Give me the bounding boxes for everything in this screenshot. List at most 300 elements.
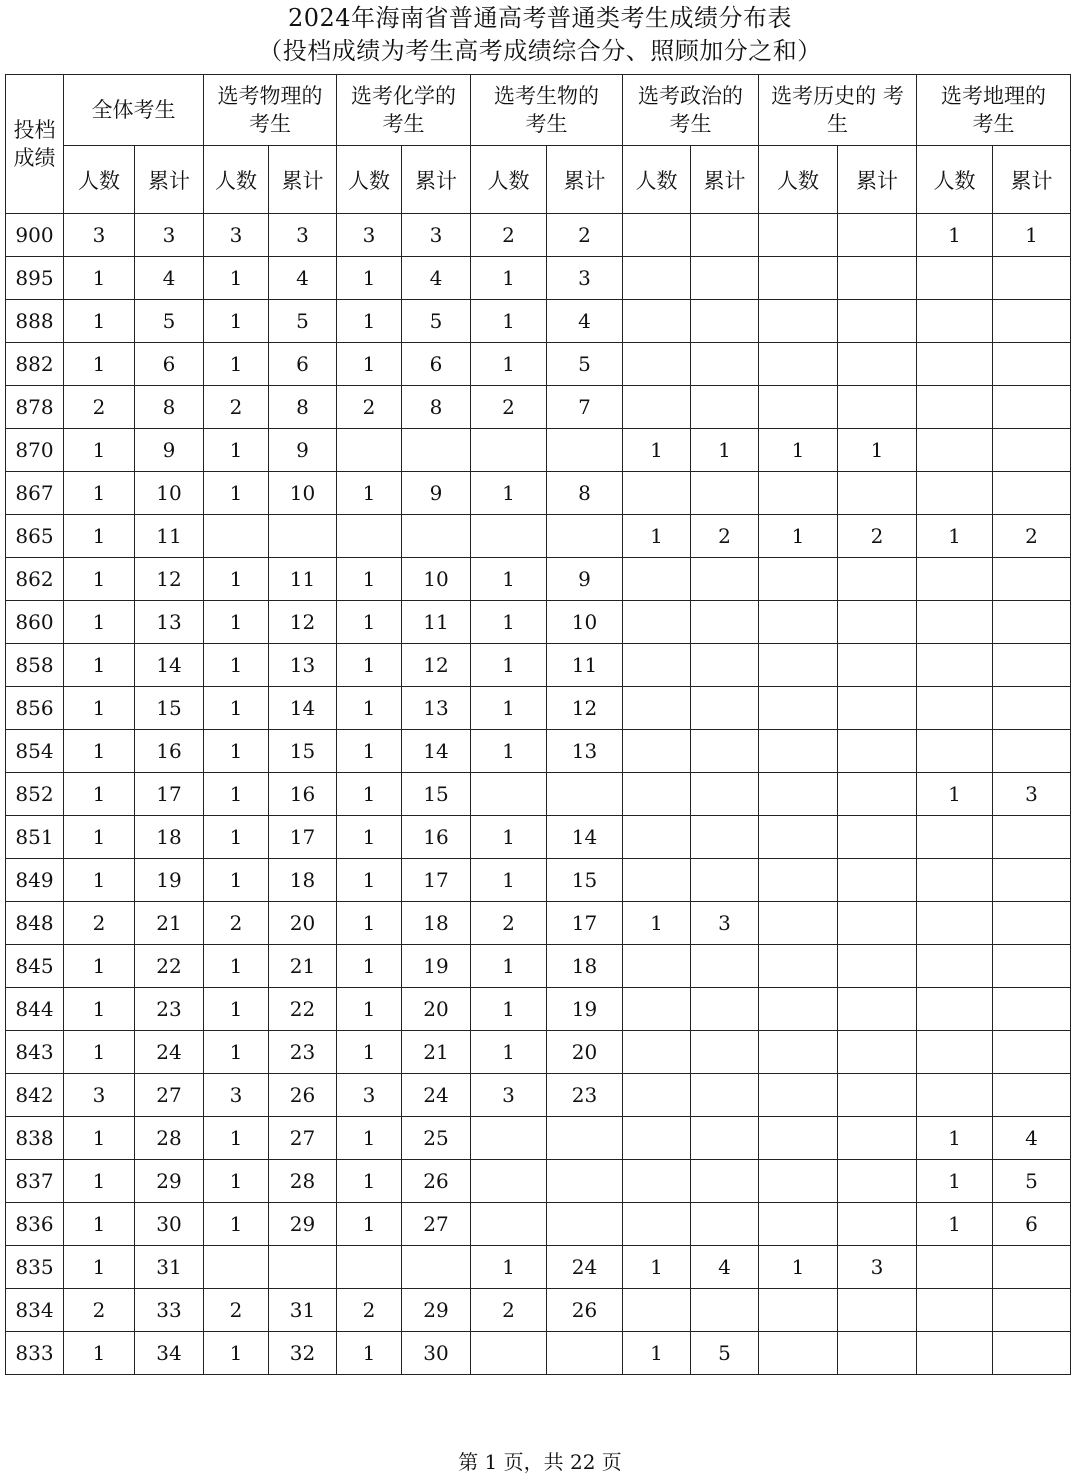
count-cell: 1 (64, 1117, 135, 1160)
cumulative-cell: 4 (691, 1246, 759, 1289)
count-cell: 1 (64, 343, 135, 386)
count-cell: 1 (64, 472, 135, 515)
cumulative-cell: 12 (269, 601, 337, 644)
score-cell: 835 (6, 1246, 64, 1289)
count-cell: 1 (337, 859, 402, 902)
cumulative-cell (838, 472, 917, 515)
cumulative-cell (993, 988, 1071, 1031)
sub-header-cumulative: 累计 (269, 146, 337, 214)
cumulative-cell (838, 644, 917, 687)
score-cell: 845 (6, 945, 64, 988)
cumulative-cell: 17 (402, 859, 471, 902)
cumulative-cell: 20 (269, 902, 337, 945)
cumulative-cell: 18 (547, 945, 623, 988)
cumulative-cell: 29 (402, 1289, 471, 1332)
cumulative-cell: 27 (269, 1117, 337, 1160)
count-cell: 1 (204, 859, 269, 902)
cumulative-cell (691, 730, 759, 773)
count-cell: 1 (204, 945, 269, 988)
count-cell (623, 945, 691, 988)
count-cell: 2 (471, 214, 547, 257)
cumulative-cell: 4 (993, 1117, 1071, 1160)
count-cell: 1 (917, 1117, 993, 1160)
cumulative-cell: 31 (135, 1246, 204, 1289)
cumulative-cell: 5 (135, 300, 204, 343)
cumulative-cell (838, 1160, 917, 1203)
count-cell: 2 (64, 386, 135, 429)
table-row (6, 214, 1071, 257)
table-row (6, 558, 1071, 601)
cumulative-cell: 16 (402, 816, 471, 859)
count-cell (917, 644, 993, 687)
cumulative-cell (691, 859, 759, 902)
count-cell (623, 1117, 691, 1160)
group-header-line: 选考化学的 (351, 84, 456, 108)
count-cell: 1 (471, 1031, 547, 1074)
count-cell (917, 988, 993, 1031)
count-cell (759, 386, 838, 429)
cumulative-cell (838, 300, 917, 343)
count-cell: 2 (64, 902, 135, 945)
cumulative-cell (993, 601, 1071, 644)
score-cell: 837 (6, 1160, 64, 1203)
score-header-line1: 投档 (13, 118, 56, 142)
count-cell (917, 386, 993, 429)
count-cell: 1 (64, 1160, 135, 1203)
score-cell: 848 (6, 902, 64, 945)
group-header-line: 考生 (382, 112, 425, 136)
cumulative-cell: 21 (269, 945, 337, 988)
count-cell: 1 (623, 902, 691, 945)
cumulative-cell: 6 (402, 343, 471, 386)
count-cell: 1 (64, 300, 135, 343)
table-row (6, 902, 1071, 945)
cumulative-cell: 2 (547, 214, 623, 257)
score-cell: 882 (6, 343, 64, 386)
count-cell: 1 (204, 773, 269, 816)
count-cell (759, 902, 838, 945)
cumulative-cell (838, 1074, 917, 1117)
cumulative-cell: 3 (135, 214, 204, 257)
count-cell: 1 (471, 601, 547, 644)
count-cell (759, 859, 838, 902)
count-cell: 1 (337, 257, 402, 300)
count-cell (623, 773, 691, 816)
count-cell: 1 (204, 601, 269, 644)
score-cell: 867 (6, 472, 64, 515)
score-cell: 836 (6, 1203, 64, 1246)
cumulative-cell (993, 1031, 1071, 1074)
count-cell (623, 687, 691, 730)
table-row (6, 257, 1071, 300)
page-footer: 第 1 页，共 22 页 (458, 1450, 622, 1474)
cumulative-cell: 14 (547, 816, 623, 859)
cumulative-cell: 6 (135, 343, 204, 386)
cumulative-cell (993, 730, 1071, 773)
group-header-line: 生 (827, 112, 848, 136)
cumulative-cell (838, 945, 917, 988)
cumulative-cell: 9 (402, 472, 471, 515)
count-cell: 1 (64, 988, 135, 1031)
score-header-line2: 成绩 (13, 146, 56, 170)
count-cell (917, 343, 993, 386)
score-cell: 854 (6, 730, 64, 773)
count-cell: 2 (204, 1289, 269, 1332)
cumulative-cell (838, 1117, 917, 1160)
count-cell (917, 1074, 993, 1117)
cumulative-cell (691, 773, 759, 816)
group-header-line: 选考物理的 (217, 84, 323, 108)
group-header-line: 选考历史的 考 (771, 84, 904, 108)
cumulative-cell: 1 (993, 214, 1071, 257)
cumulative-cell: 22 (269, 988, 337, 1031)
count-cell: 1 (471, 730, 547, 773)
table-row (6, 1160, 1071, 1203)
cumulative-cell (993, 859, 1071, 902)
group-header-history (759, 75, 917, 146)
table-row (6, 300, 1071, 343)
sub-header-cumulative: 累计 (838, 146, 917, 214)
score-cell: 860 (6, 601, 64, 644)
count-cell: 1 (64, 687, 135, 730)
cumulative-cell: 12 (547, 687, 623, 730)
table-row (6, 386, 1071, 429)
count-cell: 1 (337, 343, 402, 386)
count-cell (917, 1246, 993, 1289)
cumulative-cell (993, 687, 1071, 730)
cumulative-cell: 25 (402, 1117, 471, 1160)
count-cell (759, 1160, 838, 1203)
table-row (6, 1074, 1071, 1117)
cumulative-cell: 28 (135, 1117, 204, 1160)
group-header-line: 考生 (669, 112, 712, 136)
count-cell: 1 (337, 644, 402, 687)
count-cell: 1 (623, 429, 691, 472)
count-cell (337, 1246, 402, 1289)
cumulative-cell (269, 515, 337, 558)
count-cell (759, 343, 838, 386)
count-cell (759, 1117, 838, 1160)
count-cell: 1 (204, 644, 269, 687)
cumulative-cell: 12 (402, 644, 471, 687)
count-cell: 2 (471, 1289, 547, 1332)
score-cell: 895 (6, 257, 64, 300)
count-cell: 1 (64, 429, 135, 472)
cumulative-cell: 3 (838, 1246, 917, 1289)
group-header-politics (623, 75, 759, 146)
count-cell (917, 730, 993, 773)
cumulative-cell: 13 (547, 730, 623, 773)
group-header-row (6, 75, 1071, 146)
sub-header-row (6, 146, 1071, 214)
score-cell: 851 (6, 816, 64, 859)
cumulative-cell (838, 1031, 917, 1074)
cumulative-cell: 7 (547, 386, 623, 429)
count-cell: 1 (471, 300, 547, 343)
count-cell (759, 945, 838, 988)
cumulative-cell (838, 601, 917, 644)
cumulative-cell: 17 (269, 816, 337, 859)
cumulative-cell: 4 (402, 257, 471, 300)
cumulative-cell (993, 300, 1071, 343)
count-cell: 1 (337, 902, 402, 945)
group-header-line: 全体考生 (91, 98, 176, 122)
count-cell (759, 1332, 838, 1375)
sub-header-cumulative: 累计 (547, 146, 623, 214)
cumulative-cell: 13 (269, 644, 337, 687)
cumulative-cell: 2 (691, 515, 759, 558)
cumulative-cell (691, 1203, 759, 1246)
count-cell: 1 (204, 730, 269, 773)
cumulative-cell: 11 (402, 601, 471, 644)
cumulative-cell (993, 472, 1071, 515)
cumulative-cell: 22 (135, 945, 204, 988)
cumulative-cell: 17 (547, 902, 623, 945)
cumulative-cell: 24 (402, 1074, 471, 1117)
count-cell (623, 644, 691, 687)
count-cell: 1 (337, 558, 402, 601)
cumulative-cell (547, 1332, 623, 1375)
count-cell: 1 (337, 1203, 402, 1246)
score-cell: 838 (6, 1117, 64, 1160)
cumulative-cell: 26 (269, 1074, 337, 1117)
group-header-geography (917, 75, 1071, 146)
cumulative-cell: 10 (135, 472, 204, 515)
count-cell: 1 (204, 429, 269, 472)
cumulative-cell: 8 (402, 386, 471, 429)
count-cell (917, 429, 993, 472)
cumulative-cell: 3 (993, 773, 1071, 816)
count-cell: 2 (337, 386, 402, 429)
cumulative-cell (993, 1074, 1071, 1117)
count-cell (471, 1203, 547, 1246)
cumulative-cell (993, 429, 1071, 472)
cumulative-cell (691, 214, 759, 257)
cumulative-cell (691, 1289, 759, 1332)
table-row (6, 429, 1071, 472)
count-cell: 1 (337, 300, 402, 343)
count-cell: 1 (64, 1031, 135, 1074)
count-cell: 1 (471, 472, 547, 515)
cumulative-cell: 23 (547, 1074, 623, 1117)
count-cell (917, 1289, 993, 1332)
count-cell: 1 (337, 1332, 402, 1375)
count-cell (759, 214, 838, 257)
cumulative-cell (993, 1246, 1071, 1289)
count-cell: 1 (337, 1160, 402, 1203)
count-cell: 1 (204, 558, 269, 601)
count-cell (623, 1203, 691, 1246)
count-cell: 1 (204, 1332, 269, 1375)
sub-header-count: 人数 (917, 146, 993, 214)
count-cell: 1 (204, 300, 269, 343)
count-cell: 1 (337, 1117, 402, 1160)
count-cell: 1 (204, 1031, 269, 1074)
table-row (6, 515, 1071, 558)
count-cell (759, 1031, 838, 1074)
cumulative-cell: 16 (135, 730, 204, 773)
cumulative-cell (838, 214, 917, 257)
cumulative-cell: 8 (547, 472, 623, 515)
count-cell (917, 300, 993, 343)
count-cell: 1 (337, 1031, 402, 1074)
count-cell: 1 (64, 257, 135, 300)
count-cell: 1 (623, 515, 691, 558)
count-cell (471, 429, 547, 472)
cumulative-cell: 21 (135, 902, 204, 945)
cumulative-cell (402, 1246, 471, 1289)
cumulative-cell: 18 (402, 902, 471, 945)
score-cell: 888 (6, 300, 64, 343)
table-row (6, 644, 1071, 687)
count-cell (623, 214, 691, 257)
count-cell (917, 816, 993, 859)
count-cell (623, 859, 691, 902)
cumulative-cell (691, 257, 759, 300)
count-cell: 1 (471, 859, 547, 902)
cumulative-cell (547, 1160, 623, 1203)
score-cell: 833 (6, 1332, 64, 1375)
count-cell (471, 1160, 547, 1203)
table-row (6, 343, 1071, 386)
count-cell (759, 730, 838, 773)
count-cell: 1 (64, 945, 135, 988)
count-cell: 3 (64, 1074, 135, 1117)
cumulative-cell (838, 859, 917, 902)
count-cell: 1 (471, 1246, 547, 1289)
cumulative-cell (838, 730, 917, 773)
cumulative-cell: 12 (135, 558, 204, 601)
cumulative-cell: 13 (402, 687, 471, 730)
cumulative-cell: 19 (547, 988, 623, 1031)
group-header-line: 考生 (249, 112, 291, 136)
cumulative-cell (691, 300, 759, 343)
count-cell (759, 644, 838, 687)
count-cell (471, 1332, 547, 1375)
table-row (6, 988, 1071, 1031)
count-cell: 3 (337, 1074, 402, 1117)
cumulative-cell: 23 (269, 1031, 337, 1074)
sub-header-cumulative: 累计 (691, 146, 759, 214)
table-row (6, 945, 1071, 988)
count-cell (623, 386, 691, 429)
cumulative-cell: 20 (402, 988, 471, 1031)
count-cell: 1 (471, 343, 547, 386)
cumulative-cell: 10 (269, 472, 337, 515)
cumulative-cell (838, 257, 917, 300)
sub-header-cumulative: 累计 (402, 146, 471, 214)
count-cell (917, 472, 993, 515)
count-cell (623, 1031, 691, 1074)
table-row (6, 1289, 1071, 1332)
count-cell: 1 (204, 687, 269, 730)
cumulative-cell: 3 (402, 214, 471, 257)
score-cell: 858 (6, 644, 64, 687)
table-row (6, 1031, 1071, 1074)
count-cell: 1 (623, 1246, 691, 1289)
table-row (6, 1332, 1071, 1375)
cumulative-cell (838, 1203, 917, 1246)
count-cell: 1 (204, 988, 269, 1031)
cumulative-cell (691, 1117, 759, 1160)
cumulative-cell: 30 (402, 1332, 471, 1375)
count-cell (759, 472, 838, 515)
cumulative-cell: 9 (135, 429, 204, 472)
count-cell (759, 1289, 838, 1332)
cumulative-cell (993, 343, 1071, 386)
count-cell (623, 1074, 691, 1117)
cumulative-cell: 2 (993, 515, 1071, 558)
cumulative-cell: 31 (269, 1289, 337, 1332)
count-cell: 1 (204, 343, 269, 386)
cumulative-cell: 29 (135, 1160, 204, 1203)
score-column-header (6, 75, 64, 214)
cumulative-cell: 15 (402, 773, 471, 816)
sub-header-count: 人数 (623, 146, 691, 214)
count-cell (471, 515, 547, 558)
score-cell: 852 (6, 773, 64, 816)
cumulative-cell (691, 1031, 759, 1074)
cumulative-cell: 6 (993, 1203, 1071, 1246)
cumulative-cell (691, 1160, 759, 1203)
count-cell: 1 (337, 988, 402, 1031)
count-cell (759, 988, 838, 1031)
cumulative-cell: 32 (269, 1332, 337, 1375)
group-header-line: 选考政治的 (638, 84, 743, 108)
cumulative-cell (838, 1332, 917, 1375)
cumulative-cell: 9 (269, 429, 337, 472)
cumulative-cell: 5 (993, 1160, 1071, 1203)
count-cell (759, 601, 838, 644)
count-cell: 1 (471, 644, 547, 687)
cumulative-cell (547, 773, 623, 816)
cumulative-cell: 15 (269, 730, 337, 773)
score-distribution-table (5, 74, 1071, 1375)
count-cell (623, 257, 691, 300)
cumulative-cell: 5 (269, 300, 337, 343)
cumulative-cell (691, 386, 759, 429)
cumulative-cell (691, 687, 759, 730)
score-cell: 900 (6, 214, 64, 257)
cumulative-cell: 10 (547, 601, 623, 644)
cumulative-cell (838, 902, 917, 945)
cumulative-cell: 9 (547, 558, 623, 601)
group-header-chemistry (337, 75, 471, 146)
cumulative-cell (838, 988, 917, 1031)
count-cell (759, 558, 838, 601)
cumulative-cell (993, 386, 1071, 429)
cumulative-cell (547, 515, 623, 558)
cumulative-cell (993, 902, 1071, 945)
count-cell (917, 257, 993, 300)
cumulative-cell (838, 558, 917, 601)
cumulative-cell: 26 (547, 1289, 623, 1332)
cumulative-cell (838, 816, 917, 859)
count-cell: 1 (337, 730, 402, 773)
score-cell: 843 (6, 1031, 64, 1074)
group-header-biology (471, 75, 623, 146)
cumulative-cell: 11 (547, 644, 623, 687)
count-cell (471, 773, 547, 816)
cumulative-cell: 34 (135, 1332, 204, 1375)
count-cell: 1 (471, 687, 547, 730)
count-cell (623, 816, 691, 859)
count-cell: 2 (64, 1289, 135, 1332)
count-cell: 1 (64, 859, 135, 902)
table-row (6, 687, 1071, 730)
count-cell (759, 773, 838, 816)
count-cell (917, 558, 993, 601)
